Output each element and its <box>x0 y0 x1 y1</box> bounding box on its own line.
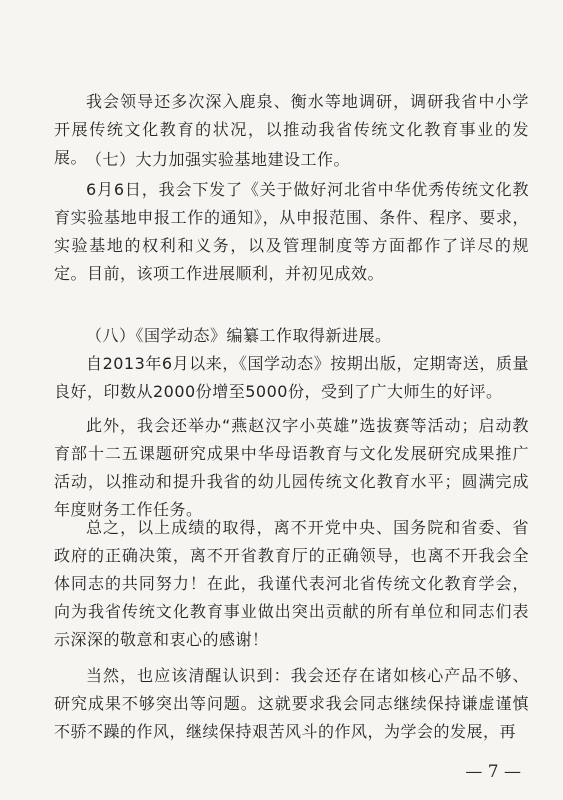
section-heading-guoxue-dongtai: （八）《国学动态》编纂工作取得新进展。 <box>86 326 392 345</box>
page-number: — 7 — <box>465 762 521 782</box>
paragraph-research-visits: 我会领导还多次深入鹿泉、衡水等地调研，调研我省中小学开展传统文化教育的状况，以推动我省传统文化教育事业的发展。 <box>54 92 529 167</box>
paragraph-experimental-base: 6月6日，我会下发了《关于做好河北省中华优秀传统文化教育实验基地申报工作的通知》，从申报范围、条件、程序、要求，实验基地的权利和义务，以及管理制度等方面都作了详尽的规定。目前，该项工作进展顺利，并初见成效。 <box>54 180 529 283</box>
paragraph-other-activities: 此外，我会还举办“燕赵汉字小英雄”选拔赛等活动；启动教育部十二五课题研究成果中华母语教育与文化发展研究成果推广活动，以推动和提升我省的幼儿园传统文化教育水平；圆满完成年度财务工作任务。 <box>54 416 529 519</box>
paragraph-issues: 当然，也应该清醒认识到：我会还存在诸如核心产品不够、研究成果不够突出等问题。这就要求我会同志继续保持谦虚谨慎不骄不躁的作风，继续保持艰苦风斗的作风，为学会的发展，再 <box>54 666 529 741</box>
paragraph-guoxue-dongtai: 自2013年6月以来，《国学动态》按期出版，定期寄送，质量良好，印数从2000份增至5000份，受到了广大师生的好评。 <box>54 354 529 401</box>
section-heading-experimental-base: （七）大力加强实验基地建设工作。 <box>86 150 351 169</box>
paragraph-summary-thanks: 总之，以上成绩的取得，离不开党中央、国务院和省委、省政府的正确决策，离不开省教育厅的正确领导，也离不开我会全体同志的共同努力！在此，我谨代表河北省传统文化教育学会，向为我省传统文化教育事业做出突出贡献的所有单位和同志们表示深深的敬意和衷心的感谢！ <box>54 518 529 649</box>
